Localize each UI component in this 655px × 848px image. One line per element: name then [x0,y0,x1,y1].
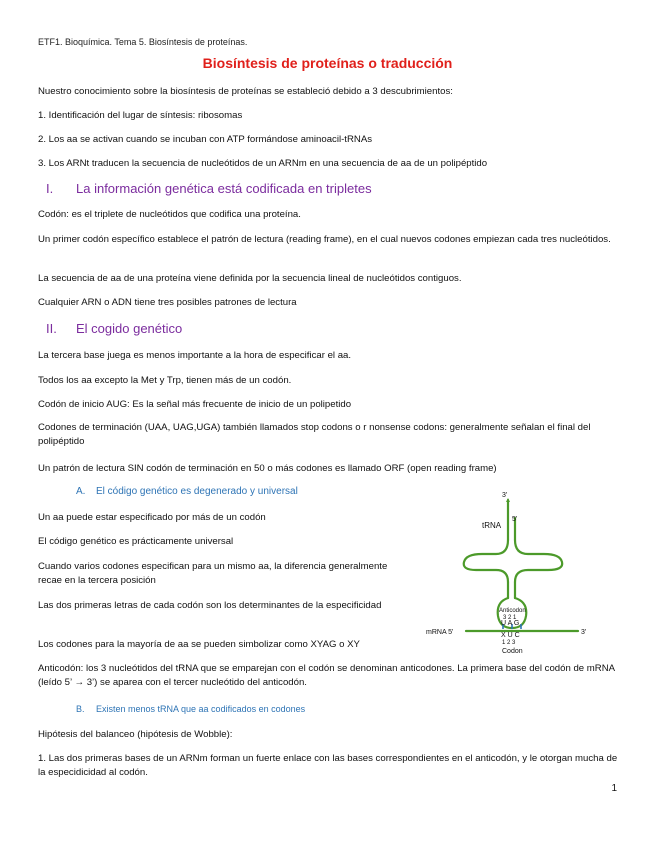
anticodon-stem [508,582,515,598]
subsection-b-title: Existen menos tRNA que aa codificados en codones [96,704,306,714]
page-title: Biosíntesis de proteínas o traducción [202,55,453,71]
subsection-b-number: B. [76,704,85,714]
section-2-title: El cogido genético [76,321,183,336]
subsection-a-paragraph: Cuando varios codones especifican para un mismo aa, la diferencia generalmente recae en la tercera posición [38,561,388,586]
section-2-heading [46,321,182,336]
trna-5prime-label: 5' [512,516,518,523]
subsection-a-paragraph: El código genético es prácticamente universal [38,536,234,547]
section-2-paragraph: Codones de terminación (UAA, UAG,UGA) también llamados stop codons o r nonsense codons: generalmente señalan el final del polipéptido [38,422,591,447]
anticodon-label: Anticodon [499,608,526,614]
anticodon-numbers: 3 2 1 [503,615,517,621]
section-2-paragraph: La tercera base juega es menos importante a la hora de especificar el aa. [38,350,352,361]
section-1-title: La información genética está codificada en tripletes [76,181,372,196]
subsection-a-heading [76,486,298,497]
intro-paragraph: Nuestro conocimiento sobre la biosíntesis de proteínas se estableció debido a 3 descubrimientos: [38,86,453,97]
trna-3prime-label: 3' [502,492,508,499]
trna-label: tRNA [482,521,502,530]
subsection-b-paragraph: 1. Las dos primeras bases de un ARNm forman un fuerte enlace con las bases correspondientes en el anticodón, y le otorgan mucha de la especidicidad al codón. [38,753,618,778]
subsection-a-paragraph: Anticodón: los 3 nucleótidos del tRNA que se emparejan con el codón se denominan anticodones. La primera base del codón de mRNA (leído 5’ → 3’) se aparea con el tercer nucleótido del anticodón. [38,663,615,688]
subsection-b-paragraph: Hipótesis del balanceo (hipótesis de Wobble): [38,729,233,740]
subsection-a-paragraph: Las dos primeras letras de cada codón son los determinantes de la especificidad [38,600,382,611]
trna-diagram [420,488,600,678]
document-header: ETF1. Bioquímica. Tema 5. Biosíntesis de proteínas. [38,37,248,47]
mrna-3prime-label: 3' [581,629,587,636]
section-1-paragraph: Codón: es el triplete de nucleótidos que codifica una proteína. [38,209,301,220]
section-1-paragraph: Un primer codón específico establece el patrón de lectura (reading frame), en el cual nuevos codones empiezan cada tres nucleótidos. [38,234,611,245]
discovery-2: 2. Los aa se activan cuando se incuban con ATP formándose aminoacil-tRNAs [38,134,373,145]
discovery-1: 1. Identificación del lugar de síntesis: ribosomas [38,110,243,121]
section-1-paragraph: La secuencia de aa de una proteína viene definida por la secuencia lineal de nucleótidos contiguos. [38,273,462,284]
section-1-paragraph: Cualquier ARN o ADN tiene tres posibles patrones de lectura [38,297,297,308]
subsection-a-number: A. [76,486,86,497]
section-2-paragraph: Todos los aa excepto la Met y Trp, tienen más de un codón. [38,375,292,386]
mrna-label: mRNA 5' [426,629,454,636]
subsection-a-title: El código genético es degenerado y universal [96,486,298,497]
d-arm [464,540,508,582]
section-2-paragraph: Codón de inicio AUG: Es la señal más frecuente de inicio de un polipetido [38,399,352,410]
codon-label: Codon [502,648,523,655]
subsection-a-paragraph: Un aa puede estar especificado por más de un codón [38,512,266,523]
codon-bases: X U C [501,632,520,639]
anticodon-bases: U A G [501,620,520,627]
codon-numbers: 1 2 3 [502,640,516,646]
section-2-paragraph: Un patrón de lectura SIN codón de terminación en 50 o más codones es llamado ORF (open reading frame) [38,463,497,474]
section-2-number: II. [46,321,57,336]
discovery-3: 3. Los ARNt traducen la secuencia de nucleótidos de un ARNm en una secuencia de aa de un polipéptido [38,158,488,169]
section-1-number: I. [46,181,54,196]
section-1-heading [46,181,372,196]
t-arm [515,540,562,582]
subsection-a-paragraph: Los codones para la mayoría de aa se pueden simbolizar como XYAG o XY [38,639,360,650]
page-number: 1 [611,783,617,794]
subsection-b-heading [76,704,305,714]
